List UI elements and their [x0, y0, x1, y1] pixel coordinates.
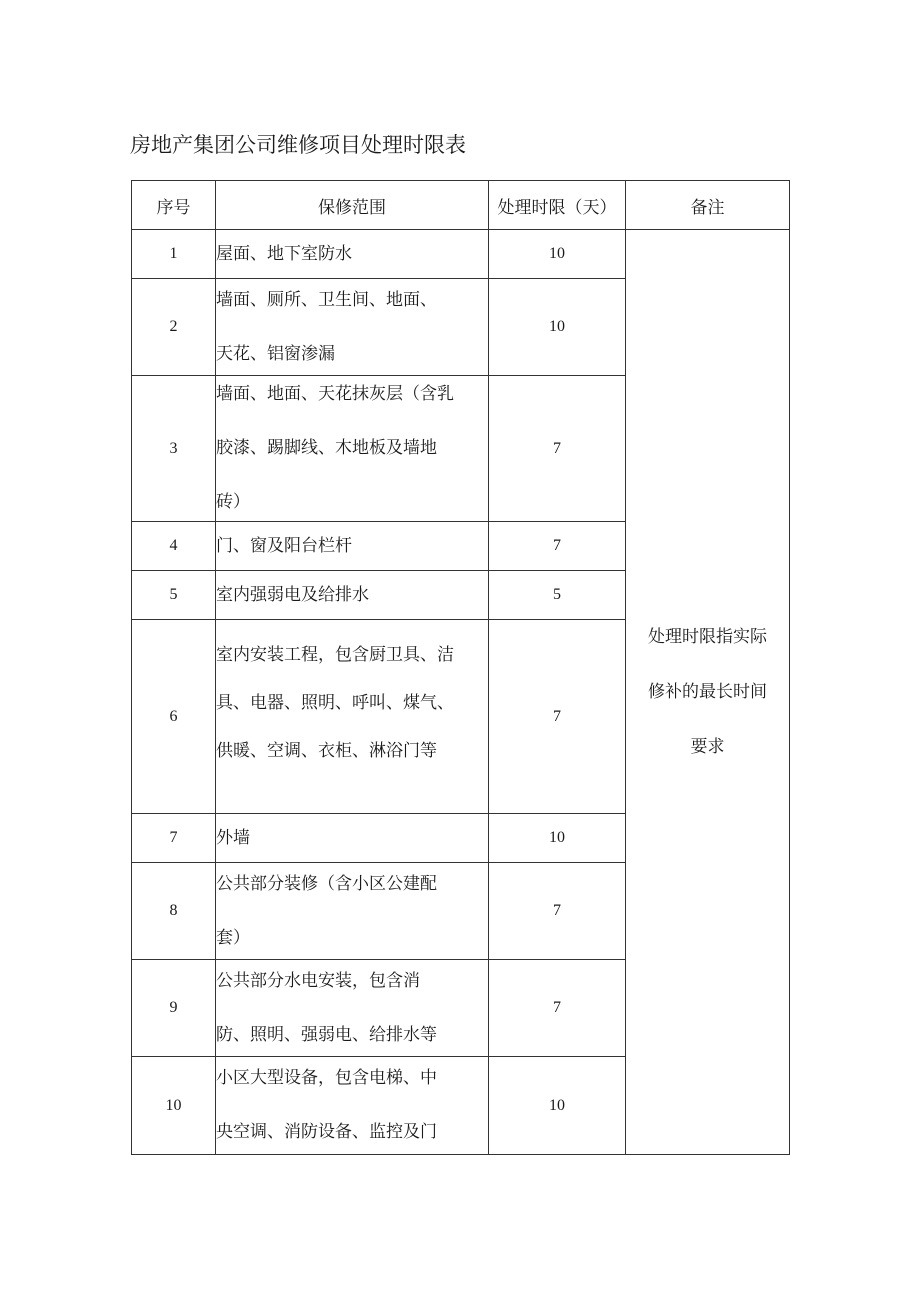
header-scope: 保修范围 — [216, 181, 489, 230]
table-row — [132, 230, 790, 279]
row-seq: 4 — [132, 522, 216, 571]
row-seq: 6 — [132, 620, 216, 814]
row-limit: 7 — [489, 960, 626, 1057]
row-limit: 10 — [489, 279, 626, 376]
row-limit: 7 — [489, 863, 626, 960]
scope-line: 供暖、空调、衣柜、淋浴门等 — [216, 740, 437, 761]
row-scope — [216, 960, 489, 1057]
row-scope — [216, 1057, 489, 1155]
scope-line: 室内强弱电及给排水 — [216, 584, 369, 605]
row-seq: 1 — [132, 230, 216, 279]
scope-line: 小区大型设备，包含电梯、中 — [216, 1068, 437, 1088]
scope-line: 门、窗及阳台栏杆 — [216, 535, 352, 556]
scope-line: 屋面、地下室防水 — [216, 243, 352, 264]
row-limit: 10 — [489, 230, 626, 279]
scope-line: 央空调、消防设备、监控及门 — [216, 1122, 437, 1142]
scope-line: 墙面、厕所、卫生间、地面、 — [216, 289, 437, 310]
note-line: 要求 — [690, 736, 725, 757]
row-scope — [216, 230, 489, 279]
scope-line: 防、照明、强弱电、给排水等 — [216, 1024, 437, 1045]
note-line: 处理时限指实际 — [648, 626, 767, 647]
row-scope — [216, 571, 489, 620]
row-limit: 10 — [489, 814, 626, 863]
table-header-row — [132, 181, 790, 230]
scope-line: 公共部分水电安装，包含消 — [216, 970, 420, 991]
row-seq: 3 — [132, 376, 216, 522]
scope-line: 公共部分装修（含小区公建配 — [216, 873, 437, 894]
note-cell — [626, 230, 790, 1155]
note-line: 修补的最长时间 — [648, 681, 767, 702]
row-seq: 9 — [132, 960, 216, 1057]
row-scope — [216, 522, 489, 571]
row-seq: 10 — [132, 1057, 216, 1155]
scope-line: 具、电器、照明、呼叫、煤气、 — [216, 692, 454, 713]
row-limit: 7 — [489, 376, 626, 522]
row-limit: 10 — [489, 1057, 626, 1155]
scope-line: 套） — [216, 927, 250, 948]
header-seq: 序号 — [132, 181, 216, 230]
row-scope — [216, 376, 489, 522]
row-seq: 8 — [132, 863, 216, 960]
row-seq: 5 — [132, 571, 216, 620]
row-scope — [216, 620, 489, 814]
scope-line: 胶漆、踢脚线、木地板及墙地 — [216, 438, 437, 458]
scope-line: 室内安装工程，包含厨卫具、洁 — [216, 644, 454, 665]
repair-time-limit-table — [131, 180, 790, 1155]
row-seq: 7 — [132, 814, 216, 863]
scope-line: 墙面、地面、天花抹灰层（含乳 — [216, 384, 454, 404]
scope-line: 外墙 — [216, 827, 250, 848]
row-scope — [216, 279, 489, 376]
document-title: 房地产集团公司维修项目处理时限表 — [130, 133, 466, 157]
row-limit: 7 — [489, 522, 626, 571]
row-seq: 2 — [132, 279, 216, 376]
row-scope — [216, 814, 489, 863]
header-note: 备注 — [626, 181, 790, 230]
scope-line: 天花、铝窗渗漏 — [216, 343, 335, 364]
row-limit: 7 — [489, 620, 626, 814]
scope-line: 砖） — [216, 492, 250, 512]
header-limit: 处理时限（天） — [489, 181, 626, 230]
row-scope — [216, 863, 489, 960]
row-limit: 5 — [489, 571, 626, 620]
